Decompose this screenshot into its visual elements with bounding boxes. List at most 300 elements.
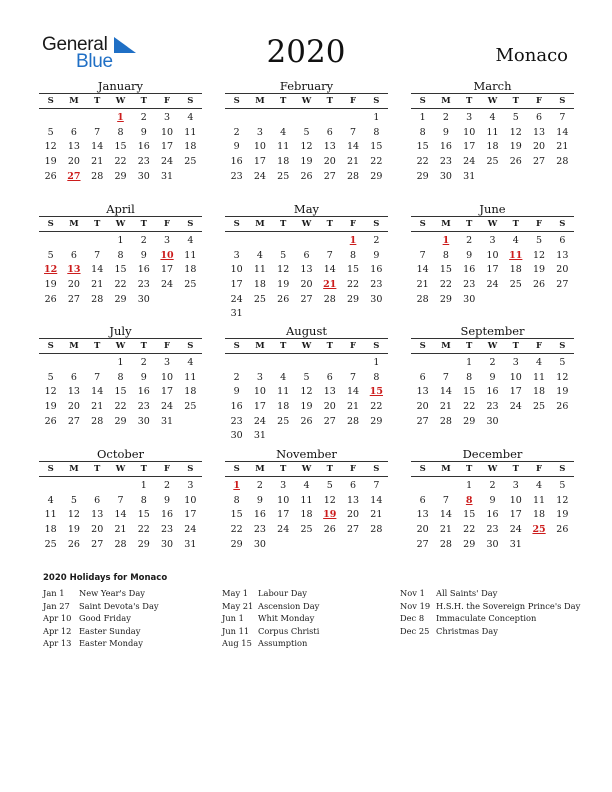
weekday-label: T xyxy=(94,219,101,229)
day-cell: 27 xyxy=(323,415,336,427)
day-cell: 22 xyxy=(370,401,383,413)
holiday-date: Jan 1 xyxy=(43,588,65,598)
weekday-label: S xyxy=(47,96,54,106)
month-march xyxy=(411,79,574,184)
day-cell: 7 xyxy=(350,126,357,138)
day-cell: 18 xyxy=(184,141,197,153)
day-cell: 28 xyxy=(347,415,360,427)
weekday-header xyxy=(225,216,388,232)
day-cell: 4 xyxy=(512,235,519,246)
month-name: April xyxy=(106,202,135,216)
day-cell: 1 xyxy=(117,357,124,368)
weekday-label: M xyxy=(69,464,79,474)
day-cell: 12 xyxy=(323,494,336,506)
day-cell: 27 xyxy=(416,538,429,550)
weekday-label: S xyxy=(373,96,380,106)
days-grid xyxy=(39,111,202,184)
holiday-name: Saint Devota's Day xyxy=(79,600,159,611)
day-cell: 28 xyxy=(556,156,569,168)
day-cell: 7 xyxy=(373,480,380,491)
weekday-label: W xyxy=(115,464,126,474)
weekday-label: T xyxy=(326,96,333,106)
day-cell: 13 xyxy=(67,386,80,398)
day-cell: 24 xyxy=(463,156,476,168)
month-name: September xyxy=(460,324,525,338)
day-cell: 29 xyxy=(347,293,360,305)
empty-cell xyxy=(62,479,85,494)
day-cell: 26 xyxy=(300,170,313,182)
weekday-label: S xyxy=(559,341,566,351)
day-cell: 26 xyxy=(323,524,336,536)
day-cell: 24 xyxy=(161,279,174,291)
day-cell: 9 xyxy=(140,371,147,383)
holiday-day-cell: 21 xyxy=(323,279,337,291)
day-cell: 27 xyxy=(416,415,429,427)
day-cell: 7 xyxy=(350,371,357,383)
day-cell: 20 xyxy=(323,156,336,168)
month-september xyxy=(411,324,574,429)
weekday-label: S xyxy=(559,219,566,229)
day-cell: 7 xyxy=(559,112,566,123)
day-cell: 3 xyxy=(164,357,171,368)
day-cell: 19 xyxy=(300,156,313,168)
day-cell: 22 xyxy=(347,279,360,291)
day-cell: 16 xyxy=(439,141,452,153)
day-cell: 9 xyxy=(466,249,473,261)
day-cell: 23 xyxy=(137,401,150,413)
days-grid xyxy=(411,356,574,429)
day-cell: 24 xyxy=(230,293,243,305)
day-cell: 31 xyxy=(253,430,266,442)
day-cell: 30 xyxy=(137,170,150,182)
day-cell: 14 xyxy=(91,141,104,153)
day-cell: 29 xyxy=(416,170,429,182)
day-cell: 28 xyxy=(91,170,104,182)
day-cell: 3 xyxy=(280,480,287,491)
day-cell: 13 xyxy=(300,264,313,276)
day-cell: 22 xyxy=(463,524,476,536)
day-cell: 23 xyxy=(137,156,150,168)
holiday-item xyxy=(222,625,319,638)
day-cell: 17 xyxy=(509,386,522,398)
day-cell: 22 xyxy=(114,156,127,168)
day-cell: 25 xyxy=(44,538,57,550)
weekday-label: F xyxy=(350,219,357,229)
day-cell: 28 xyxy=(323,293,336,305)
month-june xyxy=(411,202,574,307)
day-cell: 8 xyxy=(419,126,426,138)
day-cell: 7 xyxy=(94,126,101,138)
day-cell: 22 xyxy=(230,524,243,536)
day-cell: 15 xyxy=(463,509,476,521)
day-cell: 28 xyxy=(370,524,383,536)
day-cell: 14 xyxy=(323,264,336,276)
day-cell: 2 xyxy=(373,235,380,246)
day-cell: 26 xyxy=(44,415,57,427)
logo-general-text: General xyxy=(42,34,108,55)
empty-cell xyxy=(39,479,62,494)
weekday-header xyxy=(39,461,202,477)
day-cell: 24 xyxy=(509,524,522,536)
weekday-label: T xyxy=(326,464,333,474)
holiday-list xyxy=(43,573,583,657)
day-cell: 18 xyxy=(300,509,313,521)
empty-cell xyxy=(318,356,341,371)
holiday-name: Easter Sunday xyxy=(79,625,141,636)
day-cell: 9 xyxy=(442,126,449,138)
day-cell: 17 xyxy=(161,264,174,276)
weekday-label: T xyxy=(326,219,333,229)
day-cell: 13 xyxy=(416,386,429,398)
day-cell: 13 xyxy=(533,126,546,138)
day-cell: 20 xyxy=(416,401,429,413)
empty-cell xyxy=(62,111,85,126)
day-cell: 16 xyxy=(230,156,243,168)
day-cell: 1 xyxy=(373,357,380,368)
day-cell: 11 xyxy=(277,386,290,398)
day-cell: 30 xyxy=(230,430,243,442)
weekday-label: M xyxy=(255,341,265,351)
weekday-label: T xyxy=(466,96,473,106)
day-cell: 11 xyxy=(253,264,266,276)
day-cell: 20 xyxy=(323,401,336,413)
day-cell: 6 xyxy=(94,494,101,506)
day-cell: 2 xyxy=(233,126,240,138)
day-cell: 25 xyxy=(184,401,197,413)
day-cell: 13 xyxy=(91,509,104,521)
day-cell: 13 xyxy=(347,494,360,506)
weekday-label: F xyxy=(164,96,171,106)
day-cell: 7 xyxy=(94,249,101,261)
day-cell: 4 xyxy=(187,112,194,123)
weekday-label: F xyxy=(350,96,357,106)
day-cell: 24 xyxy=(277,524,290,536)
day-cell: 11 xyxy=(300,494,313,506)
weekday-label: T xyxy=(140,464,147,474)
day-cell: 16 xyxy=(253,509,266,521)
empty-cell xyxy=(295,234,318,249)
weekday-label: S xyxy=(47,219,54,229)
day-cell: 8 xyxy=(373,371,380,383)
weekday-label: T xyxy=(466,464,473,474)
day-cell: 28 xyxy=(347,170,360,182)
weekday-header xyxy=(225,461,388,477)
day-cell: 19 xyxy=(277,279,290,291)
day-cell: 1 xyxy=(466,480,473,491)
day-cell: 13 xyxy=(416,509,429,521)
day-cell: 30 xyxy=(161,538,174,550)
day-cell: 16 xyxy=(137,386,150,398)
day-cell: 24 xyxy=(184,524,197,536)
day-cell: 14 xyxy=(439,386,452,398)
day-cell: 14 xyxy=(416,264,429,276)
day-cell: 21 xyxy=(370,509,383,521)
weekday-label: W xyxy=(487,341,498,351)
empty-cell xyxy=(62,356,85,371)
day-cell: 30 xyxy=(463,293,476,305)
day-cell: 27 xyxy=(556,279,569,291)
day-cell: 16 xyxy=(486,509,499,521)
empty-cell xyxy=(86,234,109,249)
day-cell: 10 xyxy=(161,371,174,383)
day-cell: 3 xyxy=(512,480,519,491)
day-cell: 17 xyxy=(277,509,290,521)
empty-cell xyxy=(86,111,109,126)
empty-cell xyxy=(86,356,109,371)
day-cell: 17 xyxy=(486,264,499,276)
day-cell: 2 xyxy=(256,480,263,491)
day-cell: 20 xyxy=(556,264,569,276)
day-cell: 3 xyxy=(512,357,519,368)
weekday-header xyxy=(39,338,202,354)
day-cell: 4 xyxy=(536,480,543,491)
day-cell: 19 xyxy=(556,386,569,398)
day-cell: 18 xyxy=(253,279,266,291)
day-cell: 19 xyxy=(556,509,569,521)
day-cell: 21 xyxy=(91,401,104,413)
day-cell: 18 xyxy=(509,264,522,276)
day-cell: 15 xyxy=(439,264,452,276)
day-cell: 11 xyxy=(184,249,197,261)
month-february xyxy=(225,79,388,184)
day-cell: 29 xyxy=(463,415,476,427)
day-cell: 15 xyxy=(347,264,360,276)
day-cell: 4 xyxy=(256,249,263,261)
day-cell: 8 xyxy=(117,126,124,138)
day-cell: 25 xyxy=(184,279,197,291)
days-grid xyxy=(225,479,388,552)
day-cell: 14 xyxy=(347,141,360,153)
country-name: Monaco xyxy=(495,45,568,66)
day-cell: 25 xyxy=(486,156,499,168)
day-cell: 31 xyxy=(230,308,243,320)
logo-blue-text: Blue xyxy=(76,51,113,72)
day-cell: 21 xyxy=(347,156,360,168)
day-cell: 12 xyxy=(277,264,290,276)
holiday-date: Aug 15 xyxy=(222,638,252,649)
day-cell: 27 xyxy=(533,156,546,168)
day-cell: 3 xyxy=(233,249,240,261)
month-name: January xyxy=(97,79,144,93)
weekday-label: M xyxy=(69,96,79,106)
day-cell: 7 xyxy=(117,494,124,506)
holiday-name: Christmas Day xyxy=(436,625,498,636)
day-cell: 26 xyxy=(300,415,313,427)
day-cell: 10 xyxy=(486,249,499,261)
day-cell: 5 xyxy=(47,371,54,383)
day-cell: 10 xyxy=(277,494,290,506)
weekday-label: T xyxy=(512,219,519,229)
day-cell: 3 xyxy=(164,112,171,123)
weekday-label: W xyxy=(487,96,498,106)
day-cell: 23 xyxy=(486,401,499,413)
day-cell: 6 xyxy=(350,480,357,491)
holiday-date: Dec 25 xyxy=(400,625,430,636)
day-cell: 6 xyxy=(70,371,77,383)
day-cell: 14 xyxy=(91,386,104,398)
day-cell: 1 xyxy=(419,112,426,123)
holiday-item xyxy=(43,625,159,638)
day-cell: 12 xyxy=(44,386,57,398)
day-cell: 5 xyxy=(70,494,77,506)
day-cell: 26 xyxy=(509,156,522,168)
day-cell: 25 xyxy=(277,170,290,182)
weekday-label: T xyxy=(280,219,287,229)
days-grid xyxy=(225,111,388,184)
day-cell: 7 xyxy=(94,371,101,383)
holiday-name: Assumption xyxy=(258,638,308,649)
day-cell: 12 xyxy=(556,494,569,506)
empty-cell xyxy=(248,234,271,249)
empty-cell xyxy=(225,356,248,371)
weekday-label: S xyxy=(373,464,380,474)
weekday-label: M xyxy=(441,219,451,229)
day-cell: 27 xyxy=(67,415,80,427)
empty-cell xyxy=(411,356,434,371)
day-cell: 28 xyxy=(91,293,104,305)
day-cell: 10 xyxy=(253,141,266,153)
day-cell: 21 xyxy=(114,524,127,536)
days-grid xyxy=(225,356,388,444)
empty-cell xyxy=(272,234,295,249)
holiday-day-cell: 12 xyxy=(44,264,58,276)
holiday-item xyxy=(222,637,319,650)
empty-cell xyxy=(39,356,62,371)
day-cell: 15 xyxy=(137,509,150,521)
weekday-label: S xyxy=(187,341,194,351)
day-cell: 16 xyxy=(137,141,150,153)
weekday-label: F xyxy=(536,464,543,474)
day-cell: 22 xyxy=(370,156,383,168)
day-cell: 9 xyxy=(489,494,496,506)
day-cell: 29 xyxy=(114,170,127,182)
day-cell: 29 xyxy=(114,415,127,427)
day-cell: 7 xyxy=(419,249,426,261)
day-cell: 4 xyxy=(280,371,287,383)
holiday-item xyxy=(400,587,580,600)
day-cell: 3 xyxy=(256,126,263,138)
weekday-label: M xyxy=(255,96,265,106)
day-cell: 28 xyxy=(439,415,452,427)
day-cell: 18 xyxy=(486,141,499,153)
day-cell: 12 xyxy=(556,371,569,383)
day-cell: 5 xyxy=(303,371,310,383)
holiday-date: May 1 xyxy=(222,588,249,598)
month-january xyxy=(39,79,202,184)
day-cell: 2 xyxy=(466,235,473,246)
day-cell: 18 xyxy=(277,156,290,168)
holiday-columns xyxy=(43,587,583,657)
empty-cell xyxy=(109,479,132,494)
weekday-label: S xyxy=(419,96,426,106)
day-cell: 28 xyxy=(114,538,127,550)
day-cell: 16 xyxy=(463,264,476,276)
day-cell: 12 xyxy=(300,386,313,398)
weekday-label: F xyxy=(536,219,543,229)
day-cell: 28 xyxy=(91,415,104,427)
weekday-label: T xyxy=(326,341,333,351)
day-cell: 3 xyxy=(466,112,473,123)
day-cell: 11 xyxy=(486,126,499,138)
month-august xyxy=(225,324,388,444)
holiday-day-cell: 1 xyxy=(442,235,450,246)
empty-cell xyxy=(272,356,295,371)
day-cell: 17 xyxy=(253,156,266,168)
day-cell: 29 xyxy=(114,293,127,305)
day-cell: 31 xyxy=(161,415,174,427)
day-cell: 2 xyxy=(489,357,496,368)
weekday-label: F xyxy=(350,341,357,351)
day-cell: 15 xyxy=(463,386,476,398)
day-cell: 24 xyxy=(509,401,522,413)
holiday-name: Labour Day xyxy=(258,588,307,598)
holiday-date: Jun 1 xyxy=(222,613,244,624)
day-cell: 9 xyxy=(489,371,496,383)
day-cell: 9 xyxy=(233,141,240,153)
day-cell: 19 xyxy=(300,401,313,413)
weekday-header xyxy=(39,93,202,109)
day-cell: 29 xyxy=(463,538,476,550)
day-cell: 8 xyxy=(117,371,124,383)
empty-cell xyxy=(39,111,62,126)
day-cell: 1 xyxy=(373,112,380,123)
empty-cell xyxy=(434,356,457,371)
day-cell: 27 xyxy=(300,293,313,305)
day-cell: 13 xyxy=(323,141,336,153)
day-cell: 19 xyxy=(509,141,522,153)
empty-cell xyxy=(295,356,318,371)
day-cell: 29 xyxy=(230,538,243,550)
holiday-date: May 21 xyxy=(222,600,254,611)
month-name: July xyxy=(109,324,132,338)
month-july xyxy=(39,324,202,429)
day-cell: 20 xyxy=(67,401,80,413)
day-cell: 17 xyxy=(161,141,174,153)
day-cell: 13 xyxy=(556,249,569,261)
holiday-name: Immaculate Conception xyxy=(436,613,537,624)
weekday-label: S xyxy=(233,464,240,474)
day-cell: 24 xyxy=(161,401,174,413)
holiday-day-cell: 1 xyxy=(233,480,240,491)
empty-cell xyxy=(411,234,434,249)
month-november xyxy=(225,447,388,552)
day-cell: 2 xyxy=(442,112,449,123)
day-cell: 14 xyxy=(556,126,569,138)
day-cell: 21 xyxy=(91,156,104,168)
weekday-header xyxy=(225,338,388,354)
holiday-item xyxy=(43,637,159,650)
weekday-label: T xyxy=(466,341,473,351)
empty-cell xyxy=(248,356,271,371)
day-cell: 2 xyxy=(140,235,147,246)
day-cell: 22 xyxy=(416,156,429,168)
day-cell: 25 xyxy=(533,401,546,413)
weekday-label: W xyxy=(301,341,312,351)
day-cell: 12 xyxy=(67,509,80,521)
day-cell: 19 xyxy=(44,401,57,413)
day-cell: 21 xyxy=(439,401,452,413)
day-cell: 5 xyxy=(47,249,54,261)
day-cell: 5 xyxy=(326,480,333,491)
month-name: October xyxy=(96,447,145,461)
weekday-label: M xyxy=(69,219,79,229)
weekday-header xyxy=(411,93,574,109)
day-cell: 18 xyxy=(184,264,197,276)
holiday-item xyxy=(222,600,319,613)
holiday-day-cell: 1 xyxy=(117,112,124,123)
weekday-header xyxy=(411,461,574,477)
day-cell: 23 xyxy=(230,415,243,427)
